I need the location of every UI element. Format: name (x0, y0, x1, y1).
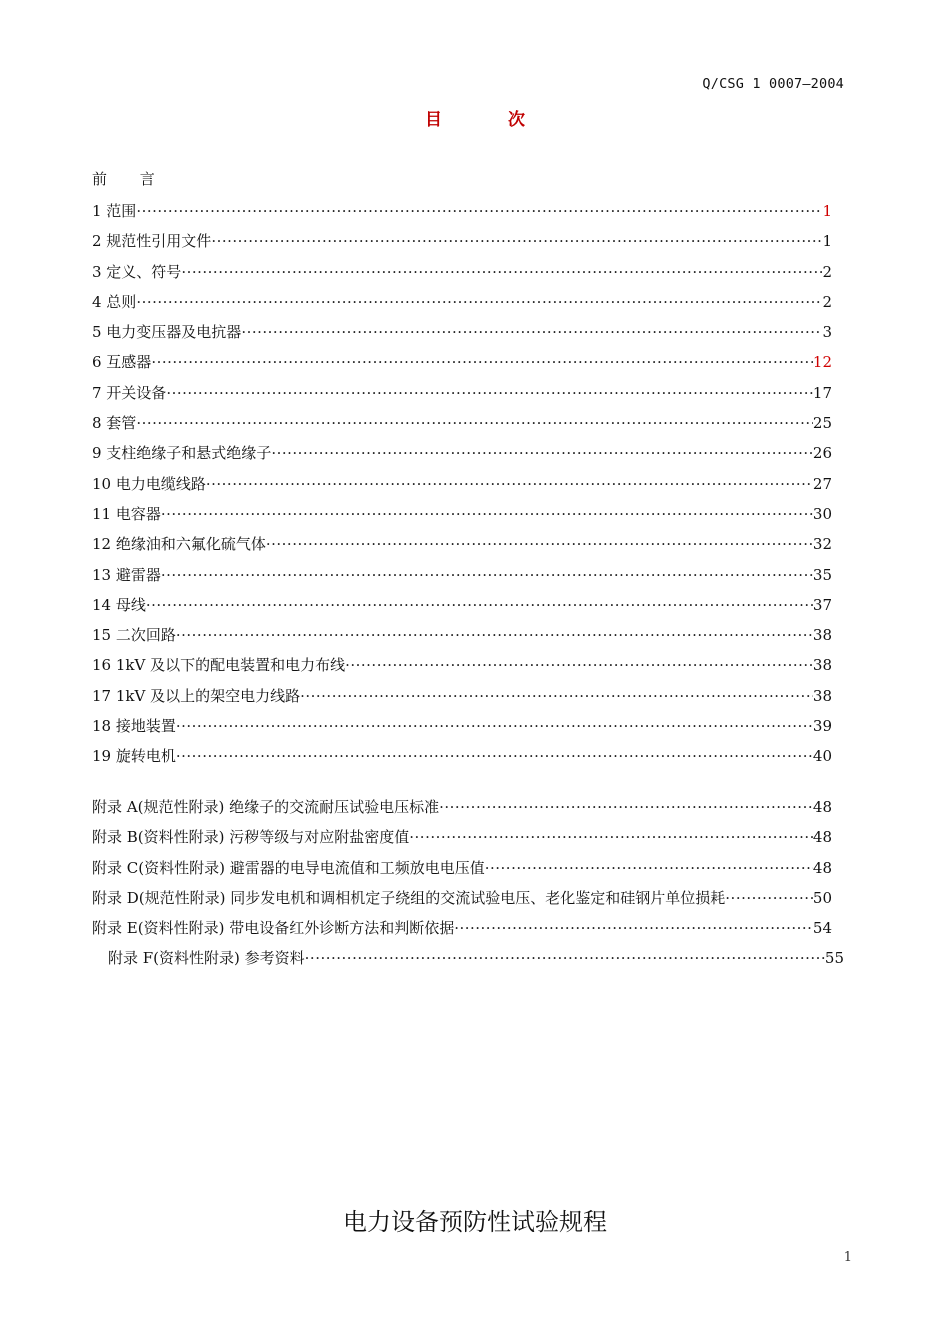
appendix-entry-label: 附录 A(规范性附录) 绝缘子的交流耐压试验电压标准 (92, 798, 440, 816)
toc-entry-page: 26 (812, 444, 832, 463)
toc-entry[interactable] (92, 378, 832, 408)
toc-leader-dots (305, 943, 825, 973)
toc-leader-dots (485, 853, 813, 883)
page-number: 1 (843, 1250, 852, 1265)
toc-entry-label: 12 绝缘油和六氟化硫气体 (92, 535, 266, 554)
toc-leader-dots (146, 590, 813, 620)
toc-entry-label: 10 电力电缆线路 (92, 474, 206, 493)
document-title: 电力设备预防性试验规程 (343, 1208, 607, 1236)
document-code: Q/CSG 1 0007—2004 (702, 76, 844, 92)
toc-entry[interactable] (92, 711, 832, 741)
toc-entry-page: 2 (822, 262, 832, 281)
toc-entry[interactable] (92, 620, 832, 650)
toc-entry-label: 18 接地装置 (92, 717, 176, 736)
appendix-entry[interactable] (92, 853, 832, 883)
toc-entry-page: 35 (812, 565, 832, 584)
toc-entry-label: 6 互感器 (92, 353, 152, 372)
appendix-entry-page: 54 (812, 919, 832, 938)
toc-entry-page: 38 (812, 656, 832, 675)
toc-list (92, 196, 832, 772)
toc-leader-dots (176, 741, 813, 771)
toc-foreword: 前 言 (92, 170, 169, 188)
toc-entry-page: 38 (812, 686, 832, 705)
toc-leader-dots (181, 257, 822, 287)
toc-entry-page: 32 (812, 535, 832, 554)
toc-leader-dots (300, 681, 813, 711)
toc-entry-label: 9 支柱绝缘子和悬式绝缘子 (92, 444, 272, 463)
toc-entry-label: 4 总则 (92, 292, 137, 311)
appendix-list (92, 792, 844, 974)
toc-entry[interactable] (92, 287, 832, 317)
toc-entry-page: 12 (812, 353, 832, 372)
toc-leader-dots (454, 913, 813, 943)
toc-entry-label: 7 开关设备 (92, 383, 167, 402)
toc-leader-dots (439, 792, 813, 822)
toc-entry[interactable] (92, 317, 832, 347)
toc-entry-page: 1 (822, 202, 832, 220)
toc-entry-page: 25 (812, 414, 832, 433)
toc-leader-dots (241, 317, 822, 347)
appendix-entry-label: 附录 C(资料性附录) 避雷器的电导电流值和工频放电电压值 (92, 858, 485, 877)
toc-leader-dots (136, 408, 813, 438)
toc-entry-page: 17 (812, 383, 832, 402)
toc-entry[interactable] (92, 408, 832, 438)
appendix-entry-label: 附录 F(资料性附录) 参考资料 (108, 949, 305, 968)
toc-entry[interactable] (92, 590, 832, 620)
appendix-entry-page: 48 (812, 828, 832, 847)
toc-entry-label: 5 电力变压器及电抗器 (92, 323, 242, 342)
toc-leader-dots (176, 711, 813, 741)
toc-leader-dots (161, 560, 813, 590)
appendix-entry[interactable] (92, 792, 832, 822)
toc-entry[interactable] (92, 196, 832, 226)
toc-leader-dots (271, 438, 813, 468)
toc-entry-page: 39 (812, 717, 832, 736)
toc-entry-label: 16 1kV 及以下的配电装置和电力布线 (92, 656, 346, 675)
toc-leader-dots (725, 883, 813, 913)
toc-entry-page: 27 (812, 474, 832, 493)
appendix-entry[interactable] (92, 913, 832, 943)
toc-leader-dots (206, 469, 813, 499)
toc-entry-label: 1 范围 (92, 202, 137, 220)
appendix-entry-page: 50 (812, 888, 832, 907)
toc-entry-page: 2 (822, 292, 832, 311)
appendix-entry-page: 48 (812, 858, 832, 877)
toc-leader-dots (136, 196, 822, 226)
toc-entry[interactable] (92, 560, 832, 590)
toc-entry[interactable] (92, 257, 832, 287)
toc-entry[interactable] (92, 226, 832, 256)
appendix-entry[interactable] (108, 943, 844, 973)
toc-leader-dots (345, 650, 813, 680)
appendix-entry[interactable] (92, 822, 832, 852)
toc-entry[interactable] (92, 469, 832, 499)
toc-title: 目 次 (425, 110, 555, 130)
toc-leader-dots (161, 499, 813, 529)
toc-leader-dots (166, 378, 813, 408)
toc-entry-page: 38 (812, 626, 832, 645)
toc-leader-dots (211, 226, 822, 256)
toc-entry-label: 8 套管 (92, 414, 137, 433)
toc-entry-label: 11 电容器 (92, 504, 161, 523)
toc-entry[interactable] (92, 499, 832, 529)
toc-entry-page: 30 (812, 504, 832, 523)
appendix-entry-page: 55 (824, 949, 844, 968)
appendix-entry-label: 附录 B(资料性附录) 污秽等级与对应附盐密度值 (92, 828, 410, 847)
toc-leader-dots (266, 529, 813, 559)
toc-entry[interactable] (92, 741, 832, 771)
toc-entry-label: 13 避雷器 (92, 565, 161, 584)
appendix-entry-label: 附录 E(资料性附录) 带电设备红外诊断方法和判断依据 (92, 919, 455, 938)
toc-entry-page: 1 (822, 232, 832, 251)
toc-leader-dots (176, 620, 813, 650)
toc-entry[interactable] (92, 529, 832, 559)
toc-entry[interactable] (92, 438, 832, 468)
toc-entry[interactable] (92, 681, 832, 711)
toc-entry-page: 3 (822, 323, 832, 342)
toc-entry-label: 14 母线 (92, 595, 146, 614)
toc-entry-label: 3 定义、符号 (92, 262, 182, 281)
toc-entry-page: 37 (812, 595, 832, 614)
toc-entry-label: 19 旋转电机 (92, 747, 176, 766)
toc-entry-page: 40 (812, 747, 832, 766)
appendix-entry-label: 附录 D(规范性附录) 同步发电机和调相机定子绕组的交流试验电压、老化鉴定和硅钢片单位损耗 (92, 888, 726, 907)
appendix-entry-page: 48 (812, 798, 832, 816)
toc-leader-dots (136, 287, 822, 317)
toc-entry[interactable] (92, 650, 832, 680)
toc-entry-label: 17 1kV 及以上的架空电力线路 (92, 686, 301, 705)
appendix-entry[interactable] (92, 883, 832, 913)
toc-leader-dots (151, 347, 813, 377)
toc-entry-label: 15 二次回路 (92, 626, 176, 645)
toc-entry-label: 2 规范性引用文件 (92, 232, 212, 251)
toc-leader-dots (409, 822, 813, 852)
toc-entry[interactable] (92, 347, 832, 377)
